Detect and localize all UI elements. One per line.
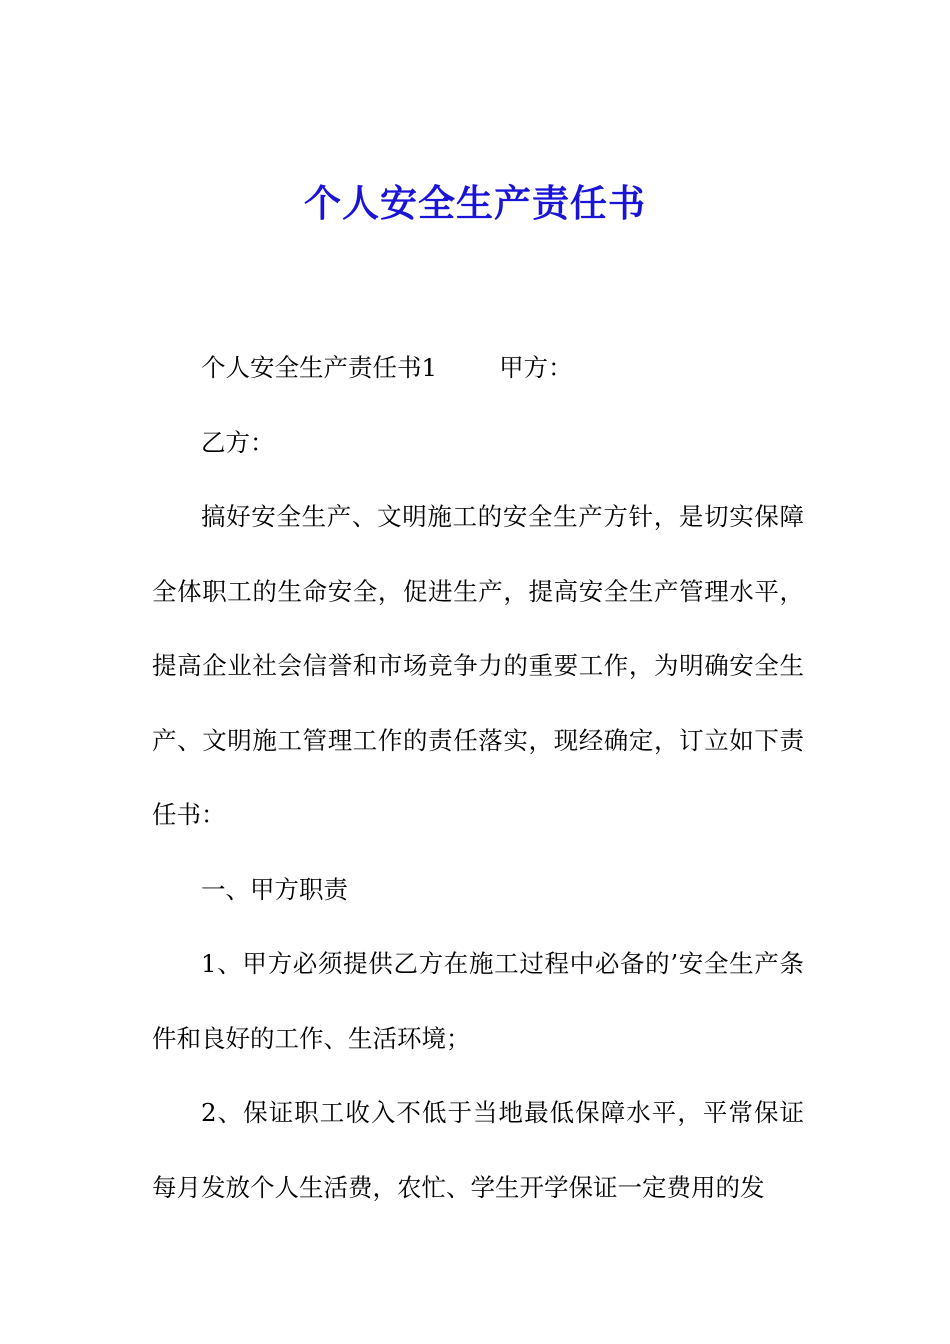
party-a-label: 甲方： — [499, 353, 573, 382]
paragraph-item-1: 1、甲方必须提供乙方在施工过程中必备的’安全生产条件和良好的工作、生活环境； — [152, 949, 804, 1053]
paragraph-intro: 搞好安全生产、文明施工的安全生产方针，是切实保障全体职工的生命安全，促进生产，提高安全生产管理水平，提高企业社会信誉和市场竞争力的重要工作，为明确安全生产、文明施工管理工作的责任落实，现经确定，订立如下责任书： — [152, 502, 804, 829]
section-heading-party-a: 一、甲方职责 — [201, 874, 348, 904]
paragraph-item-2: 2、保证职工收入不低于当地最低保障水平，平常保证每月发放个人生活费，农忙、学生开学保证一定费用的发 — [152, 1098, 804, 1202]
subtitle-text: 个人安全生产责任书1 — [201, 353, 438, 382]
party-b-label: 乙方： — [201, 427, 275, 457]
document-title: 个人安全生产责任书 — [304, 181, 646, 225]
document-body — [152, 331, 804, 1225]
paragraph-heading-line — [152, 331, 804, 406]
